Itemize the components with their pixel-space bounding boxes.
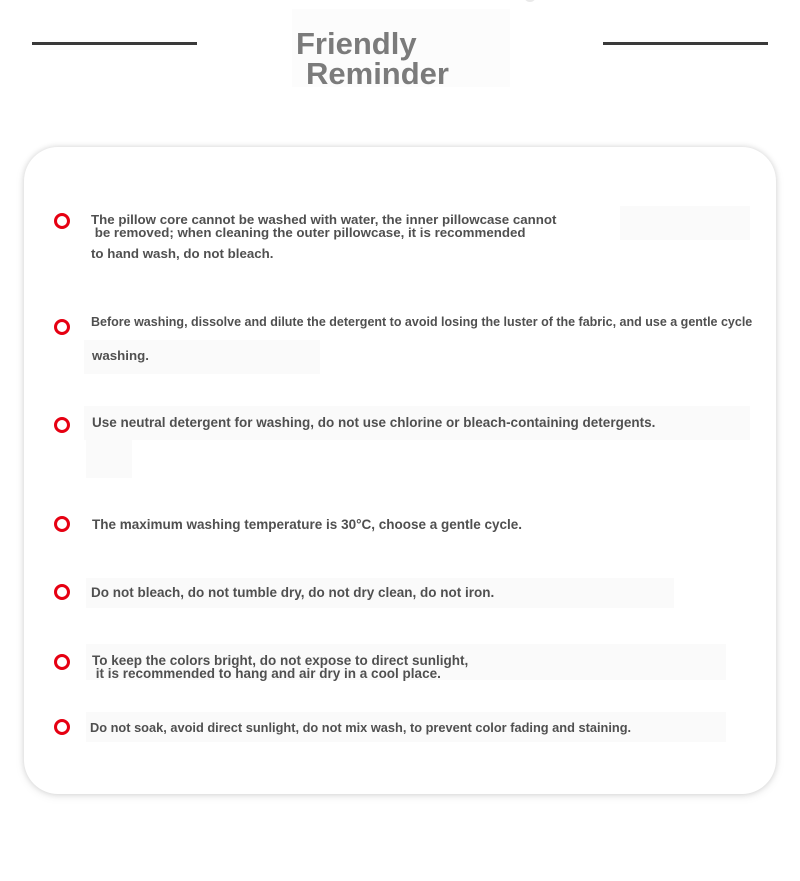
item-1-line-3: to hand wash, do not bleach. — [91, 246, 274, 261]
item-2-line-2: washing. — [92, 348, 149, 363]
bullet-icon — [54, 654, 70, 670]
title-rule-right — [603, 42, 768, 45]
item-6-line-2: it is recommended to hang and air dry in a cool place. — [92, 666, 441, 681]
item-2-line-1: Before washing, dissolve and dilute the detergent to avoid losing the luster of the fabric, and use a gentle cycle — [91, 315, 753, 329]
item-1-line-1: The pillow core cannot be washed with water, the inner pillowcase cannot — [91, 212, 557, 227]
top-decoration — [524, 0, 536, 2]
title-line-1: Friendly — [296, 26, 417, 61]
bullet-icon — [54, 719, 70, 735]
title-line-2: Reminder — [306, 56, 449, 91]
item-3-line-1: Use neutral detergent for washing, do not use chlorine or bleach-containing detergents. — [92, 415, 656, 430]
item-4-line-1: The maximum washing temperature is 30°C, choose a gentle cycle. — [92, 517, 523, 532]
bullet-icon — [54, 584, 70, 600]
bullet-icon — [54, 516, 70, 532]
text-background — [620, 206, 750, 240]
item-6-line-1: To keep the colors bright, do not expose to direct sunlight, — [92, 653, 469, 668]
title-rule-left — [32, 42, 197, 45]
bullet-icon — [54, 417, 70, 433]
bullet-icon — [54, 213, 70, 229]
item-1-line-2: be removed; when cleaning the outer pillowcase, it is recommended — [91, 225, 526, 240]
text-background — [86, 440, 132, 478]
bullet-icon — [54, 319, 70, 335]
reminder-card — [24, 147, 776, 794]
item-5-line-1: Do not bleach, do not tumble dry, do not dry clean, do not iron. — [91, 585, 495, 600]
item-7-line-1: Do not soak, avoid direct sunlight, do not mix wash, to prevent color fading and staining. — [90, 720, 632, 735]
